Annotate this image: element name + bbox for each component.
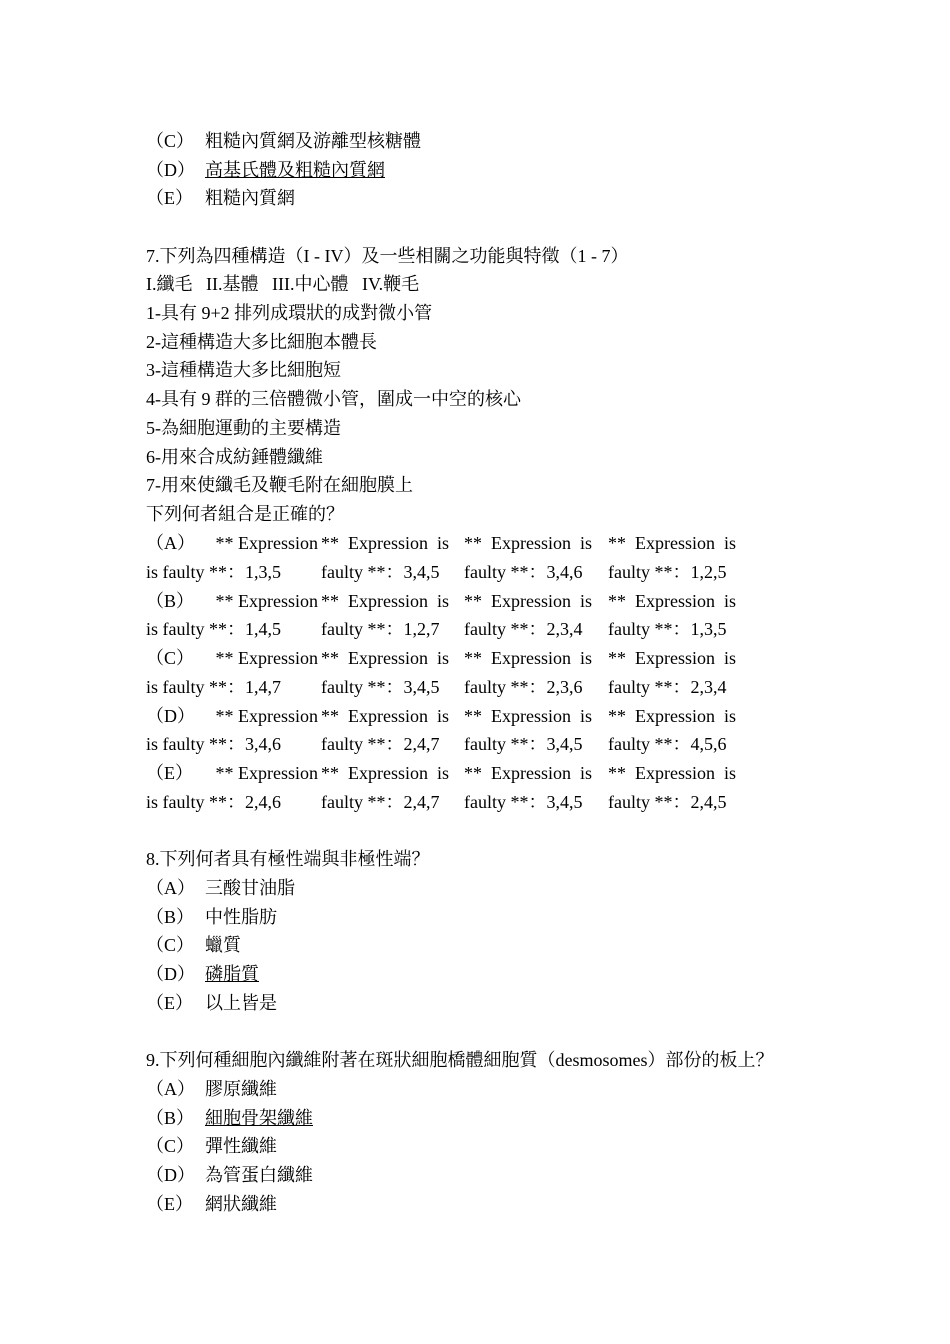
- option-label: （D）: [146, 706, 195, 726]
- option-cell: faulty **：3,4,5: [321, 677, 440, 697]
- option-cell: [146, 587, 318, 615]
- option-cell: faulty **：2,3,4: [464, 619, 583, 639]
- option-text: 網狀纖維: [205, 1194, 277, 1214]
- q9-option-b: [146, 1104, 313, 1132]
- option-text: 以上皆是: [205, 993, 277, 1013]
- option-cell: faulty **：1,2,7: [321, 619, 440, 639]
- option-cell: ** Expression is: [464, 706, 592, 726]
- option-text: 膠原纖維: [205, 1079, 277, 1099]
- q7-feature-3: 3-這種構造大多比細胞短: [146, 360, 341, 380]
- option-cell: is faulty **：2,4,6: [146, 792, 281, 812]
- option-cell: faulty **：1,2,5: [608, 562, 727, 582]
- option-text: 蠟質: [205, 935, 241, 955]
- option-cell: is faulty **：3,4,6: [146, 734, 281, 754]
- q7-feature-1: 1-具有 9+2 排列成環狀的成對微小管: [146, 303, 433, 323]
- option-label: （E）: [146, 1194, 193, 1214]
- q8-option-c: [146, 931, 241, 959]
- option-cell: ** Expression is: [608, 763, 736, 783]
- option-cell: [146, 529, 318, 557]
- option-label: （C）: [146, 935, 195, 955]
- option-label: （A）: [146, 1079, 195, 1099]
- option-cell: ** Expression is: [608, 591, 736, 611]
- q7-feature-2: 2-這種構造大多比細胞本體長: [146, 332, 377, 352]
- q9-stem: 9.下列何種細胞內纖維附著在斑狀細胞橋體細胞質（desmosomes）部份的板上？: [146, 1050, 774, 1070]
- option-cell: ** Expression is: [321, 591, 449, 611]
- q7-question: 下列何者組合是正確的？: [146, 504, 344, 524]
- q7-feature-6: 6-用來合成紡錘體纖維: [146, 447, 323, 467]
- q7-feature-4: 4-具有 9 群的三倍體微小管，圍成一中空的核心: [146, 389, 521, 409]
- option-cell: faulty **：2,4,7: [321, 734, 440, 754]
- option-label: （A）: [146, 533, 195, 553]
- q7-option-e-row2: [146, 788, 750, 816]
- q7-structures: I.纖毛 II.基體 III.中心體 IV.鞭毛: [146, 274, 420, 294]
- q7-option-a-row2: [146, 558, 750, 586]
- option-cell: faulty **：2,3,4: [608, 677, 727, 697]
- option-cell-text: ** Expression: [215, 533, 318, 553]
- option-label: （E）: [146, 188, 193, 208]
- option-cell: [146, 702, 318, 730]
- option-cell: ** Expression is: [464, 648, 592, 668]
- option-text: 粗糙內質網及游離型核糖體: [205, 131, 421, 151]
- option-cell: faulty **：3,4,5: [464, 792, 583, 812]
- q6-option-c: [146, 127, 421, 155]
- option-text: 中性脂肪: [205, 907, 277, 927]
- option-cell: faulty **：3,4,5: [464, 734, 583, 754]
- option-cell: is faulty **：1,4,7: [146, 677, 281, 697]
- option-cell: ** Expression is: [464, 763, 592, 783]
- option-cell: ** Expression is: [464, 533, 592, 553]
- q7-option-b-row1: [146, 587, 750, 615]
- option-label: （B）: [146, 591, 195, 611]
- q9-option-d: [146, 1161, 313, 1189]
- option-label: （E）: [146, 763, 193, 783]
- option-label: （B）: [146, 907, 195, 927]
- q9-option-e: [146, 1190, 277, 1218]
- option-cell: ** Expression is: [321, 763, 449, 783]
- option-cell: ** Expression is: [321, 706, 449, 726]
- q7-option-b-row2: [146, 615, 750, 643]
- option-cell: [146, 644, 318, 672]
- q7-option-c-row2: [146, 673, 750, 701]
- option-text: 三酸甘油脂: [205, 878, 295, 898]
- option-label: （E）: [146, 993, 193, 1013]
- q8-option-b: [146, 903, 277, 931]
- option-cell: ** Expression is: [464, 591, 592, 611]
- q8-option-a: [146, 874, 295, 902]
- option-label: （D）: [146, 160, 195, 180]
- option-label: （C）: [146, 131, 195, 151]
- option-cell-text: ** Expression: [215, 706, 318, 726]
- option-label: （C）: [146, 1136, 195, 1156]
- option-cell-text: ** Expression: [215, 648, 318, 668]
- q9-option-a: [146, 1075, 277, 1103]
- option-cell: ** Expression is: [608, 706, 736, 726]
- option-cell: ** Expression is: [321, 533, 449, 553]
- option-text-correct: 高基氏體及粗糙內質網: [205, 160, 385, 180]
- q7-option-d-row1: [146, 702, 750, 730]
- option-cell: faulty **：2,3,6: [464, 677, 583, 697]
- q8-option-d: [146, 960, 259, 988]
- q6-option-e: [146, 184, 295, 212]
- option-label: （D）: [146, 1165, 195, 1185]
- q7-stem: 7.下列為四種構造（I - IV）及一些相關之功能與特徵（1 - 7）: [146, 246, 629, 266]
- q8-stem: 8.下列何者具有極性端與非極性端？: [146, 849, 430, 869]
- q6-option-d: [146, 156, 385, 184]
- q8-option-e: [146, 989, 277, 1017]
- option-text: 彈性纖維: [205, 1136, 277, 1156]
- option-label: （B）: [146, 1108, 195, 1128]
- option-cell: faulty **：3,4,6: [464, 562, 583, 582]
- option-cell: ** Expression is: [608, 648, 736, 668]
- option-cell: faulty **：3,4,5: [321, 562, 440, 582]
- option-cell: ** Expression is: [321, 648, 449, 668]
- option-cell-text: ** Expression: [215, 591, 318, 611]
- option-cell: [146, 759, 318, 787]
- option-cell: ** Expression is: [608, 533, 736, 553]
- option-text-correct: 細胞骨架纖維: [205, 1108, 313, 1128]
- option-cell: is faulty **：1,3,5: [146, 562, 281, 582]
- q9-option-c: [146, 1132, 277, 1160]
- option-text: 粗糙內質網: [205, 188, 295, 208]
- option-cell-text: ** Expression: [215, 763, 318, 783]
- option-cell: faulty **：2,4,5: [608, 792, 727, 812]
- q7-option-c-row1: [146, 644, 750, 672]
- q7-option-e-row1: [146, 759, 750, 787]
- q7-feature-5: 5-為細胞運動的主要構造: [146, 418, 341, 438]
- option-text-correct: 磷脂質: [205, 964, 259, 984]
- option-cell: faulty **：1,3,5: [608, 619, 727, 639]
- option-cell: is faulty **：1,4,5: [146, 619, 281, 639]
- option-label: （A）: [146, 878, 195, 898]
- option-label: （C）: [146, 648, 195, 668]
- option-cell: faulty **：4,5,6: [608, 734, 727, 754]
- option-cell: faulty **：2,4,7: [321, 792, 440, 812]
- option-label: （D）: [146, 964, 195, 984]
- q7-option-a-row1: [146, 529, 750, 557]
- option-text: 為管蛋白纖維: [205, 1165, 313, 1185]
- q7-feature-7: 7-用來使纖毛及鞭毛附在細胞膜上: [146, 475, 413, 495]
- q7-option-d-row2: [146, 730, 750, 758]
